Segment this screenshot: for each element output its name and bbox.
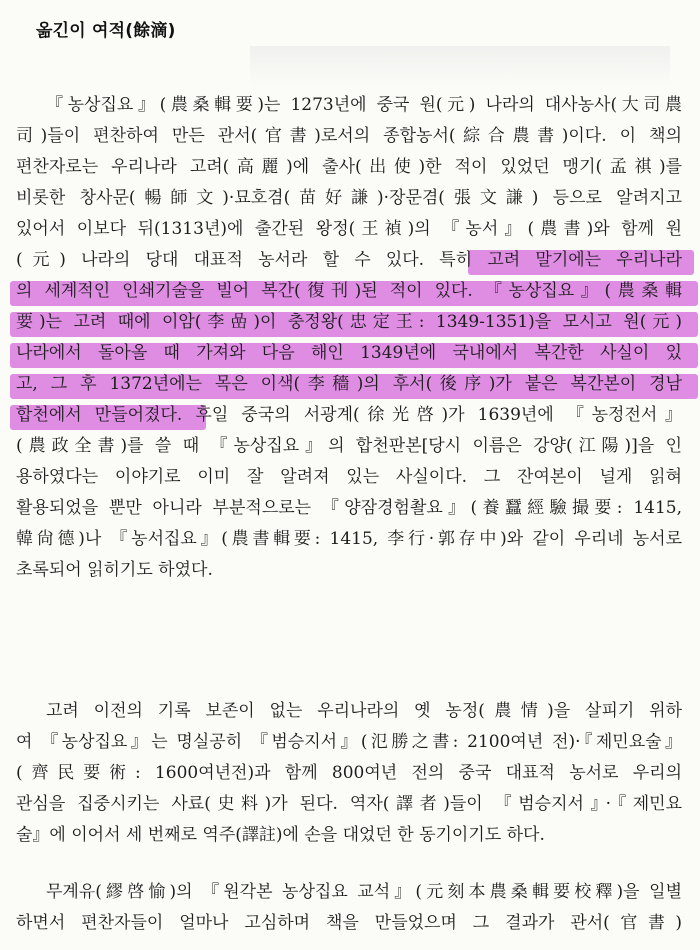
paragraph-line: 要)는 고려 때에 이암(李嵒)이 충정왕(忠定王: 1349-1351)을 모시고 원(元) <box>10 307 688 338</box>
paragraph-line: 하면서 편찬자들이 얼마나 고심하며 책을 만들었으며 그 결과가 관서(官書) <box>16 913 682 933</box>
bleed-through-shadow <box>250 46 670 86</box>
paragraph-line: 있어서 이보다 뒤(1313년)에 출간된 왕정(王禎)의 『농서』(農書)와 함께 원 <box>16 219 682 239</box>
paragraph-line: (農政全書)를 쓸 때 『농상집요』의 합천판본[당시 이름은 강양(江陽)]을 인 <box>16 436 682 456</box>
paragraph-2 <box>10 696 688 851</box>
paragraph-line: 司)들이 편찬하여 만든 관서(官書)로서의 종합농서(綜合農書)이다. 이 책의 <box>16 126 682 146</box>
paragraph-1 <box>10 90 688 586</box>
paragraph-line: 의 세계적인 인쇄기술을 빌어 복간(復刊)된 적이 있다. 『농상집요』(農桑輯 <box>10 276 688 307</box>
paragraph-line: 무계유(繆啓愉)의 『원각본 농상집요 교석』(元刻本農桑輯要校釋)을 일별 <box>46 882 682 902</box>
paragraph-line: (齊民要術: 1600여년전)과 함께 800여년 전의 중국 대표적 농서로 우리의 <box>16 763 682 783</box>
paragraph-line: 술』에 이어서 세 번째로 역주(譯註)에 손을 대었던 한 동기이기도 하다. <box>16 825 545 845</box>
paragraph-line: 용하였다는 이야기로 이미 잘 알려져 있는 사실이다. 그 잔여본이 널게 읽혀 <box>16 467 682 487</box>
section-heading: 옮긴이 여적(餘滴) <box>36 21 176 41</box>
paragraph-line: 비롯한 창사문(暢師文)·묘호겸(苗好謙)·장문겸(張文謙) 등으로 알려지고 <box>16 188 682 208</box>
paragraph-line: 활용되었을 뿐만 아니라 부분적으로는 『양잠경험촬요』(養蠶經驗撮要: 1415, <box>16 498 682 518</box>
paragraph-line: 초록되어 읽히기도 하였다. <box>16 560 213 580</box>
paragraph-line: 고, 그 후 1372년에는 목은 이색(李穡)의 후서(後序)가 붙은 복간본이 경남 <box>10 369 688 400</box>
paragraph-line: 편찬자로는 우리나라 고려(高麗)에 출사(出使)한 적이 있었던 맹기(孟祺)를 <box>16 157 682 177</box>
paragraph-line: 합천에서 만들어졌다. 후일 중국의 서광계(徐光啓)가 1639년에 『농정전서』 <box>10 400 688 431</box>
paragraph-line: 나라에서 돌아올 때 가져와 다음 해인 1349년에 국내에서 복간한 사실이 있 <box>10 338 688 369</box>
paragraph-line: 韓尙德)나 『농서집요』(農書輯要: 1415, 李行·郭存中)와 같이 우리네 농서로 <box>16 529 682 549</box>
paragraph-line: 『농상집요』(農桑輯要)는 1273년에 중국 원(元) 나라의 대사농사(大司農 <box>46 95 682 115</box>
paragraph-3 <box>10 877 688 939</box>
paragraph-line: 관심을 집중시키는 사료(史料)가 된다. 역자(譯者)들이 『범승지서』·『제민요 <box>16 794 682 814</box>
paragraph-line: 고려 이전의 기록 보존이 없는 우리나라의 옛 농정(農情)을 살피기 위하 <box>46 701 682 721</box>
paragraph-line: 여 『농상집요』는 명실공히 『범승지서』(氾勝之書: 2100여년 전)·『제민요술』 <box>16 732 682 752</box>
paragraph-line: (元) 나라의 당대 대표적 농서라 할 수 있다. 특히 고려 말기에는 우리나라 <box>10 245 688 276</box>
